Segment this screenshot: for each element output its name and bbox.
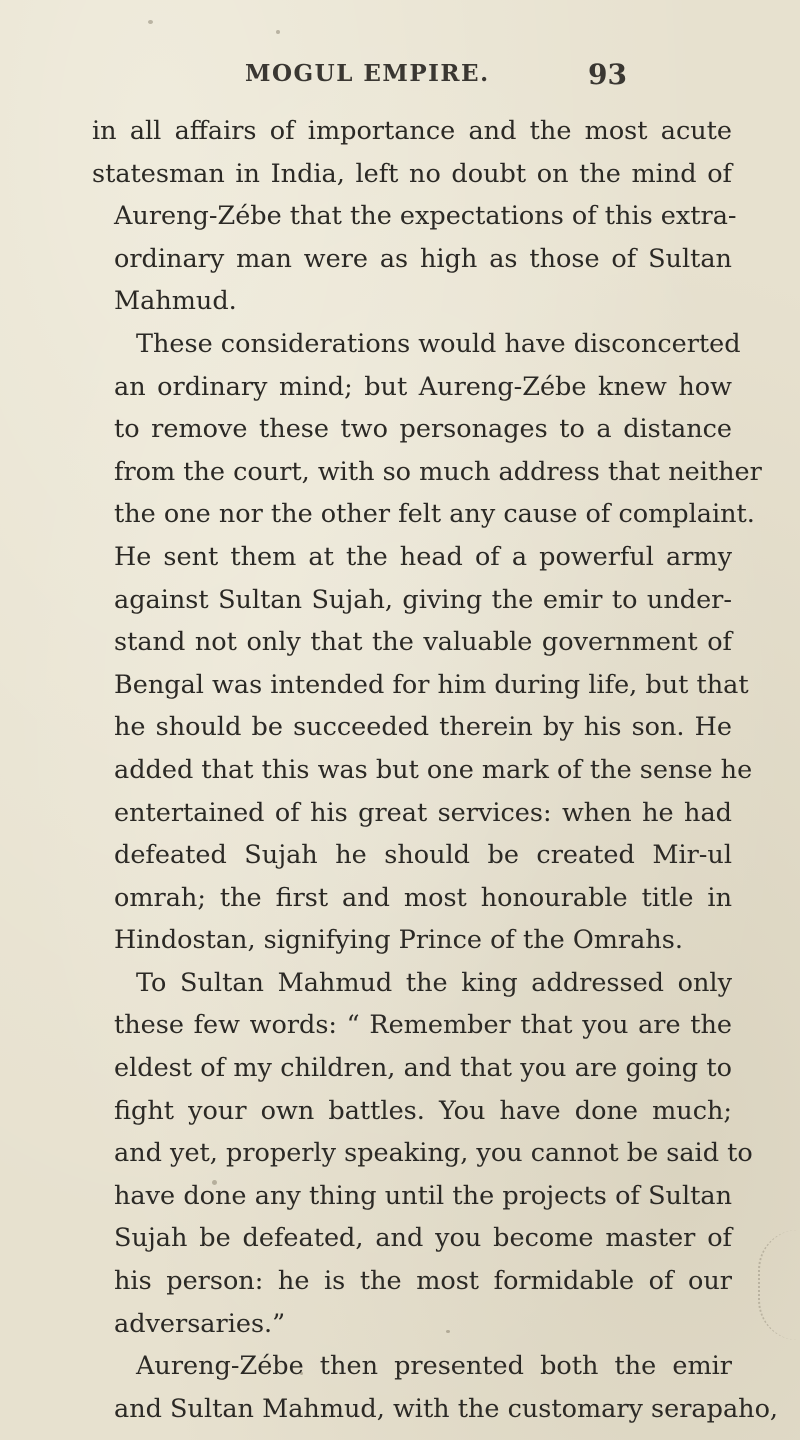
text-line: his person: he is the most formidable of our <box>114 1266 732 1297</box>
text-line: statesman in India, left no doubt on the mind of <box>92 158 732 189</box>
text-line: and yet, properly speaking, you cannot be said to <box>114 1138 753 1169</box>
text-line: and Sultan Mahmud, with the customary serapaho, <box>114 1393 779 1424</box>
text-line: in all affairs of importance and the most acute <box>92 116 732 146</box>
paragraph-start-line: Aureng-Zébe then presented both the emir <box>136 1351 732 1382</box>
text-line: fight your own battles. You have done much; <box>114 1095 732 1126</box>
text-line: defeated Sujah he should be created Mir-ul <box>114 840 732 871</box>
ink-bleed-mark <box>758 1230 800 1340</box>
text-line: adversaries.” <box>114 1308 286 1339</box>
body-text <box>92 110 779 1430</box>
text-line: added that this was but one mark of the sense he <box>114 754 753 785</box>
text-line: Hindostan, signifying Prince of the Omrahs. <box>114 925 683 956</box>
text-line: have done any thing until the projects of Sultan <box>114 1180 732 1211</box>
paper-speck <box>446 1330 450 1333</box>
text-line: these few words: “ Remember that you are the <box>114 1010 732 1041</box>
text-line: he should be succeeded therein by his son. He <box>114 712 732 743</box>
text-line: Bengal was intended for him during life, but that <box>114 669 749 700</box>
paper-speck <box>300 1372 303 1375</box>
text-line: omrah; the first and most honourable title in <box>114 882 732 913</box>
running-title: MOGUL EMPIRE. <box>245 60 490 87</box>
paper-speck <box>212 1180 217 1185</box>
text-line: against Sultan Sujah, giving the emir to under- <box>114 584 732 615</box>
text-line: Aureng-Zébe that the expectations of this extra- <box>114 201 737 232</box>
text-line: eldest of my children, and that you are going to <box>114 1053 732 1084</box>
page-number: 93 <box>588 58 627 91</box>
text-line: from the court, with so much address that neither <box>114 456 762 487</box>
running-head <box>0 60 800 96</box>
text-line: Mahmud. <box>114 286 237 317</box>
text-line: to remove these two personages to a distance <box>114 414 732 445</box>
text-line: He sent them at the head of a powerful army <box>114 541 732 572</box>
text-line: entertained of his great services: when he had <box>114 797 732 828</box>
text-line: stand not only that the valuable government of <box>114 627 732 658</box>
text-line: the one nor the other felt any cause of complaint. <box>114 499 755 530</box>
paragraph-start-line: To Sultan Mahmud the king addressed only <box>136 967 732 998</box>
paper-speck <box>276 30 280 34</box>
text-line: an ordinary mind; but Aureng-Zébe knew how <box>114 371 732 402</box>
paragraph-start-line: These considerations would have disconcerted <box>136 328 741 359</box>
text-line: ordinary man were as high as those of Sultan <box>114 243 732 274</box>
paper-speck <box>148 20 153 24</box>
text-line: Sujah be defeated, and you become master of <box>114 1223 732 1254</box>
